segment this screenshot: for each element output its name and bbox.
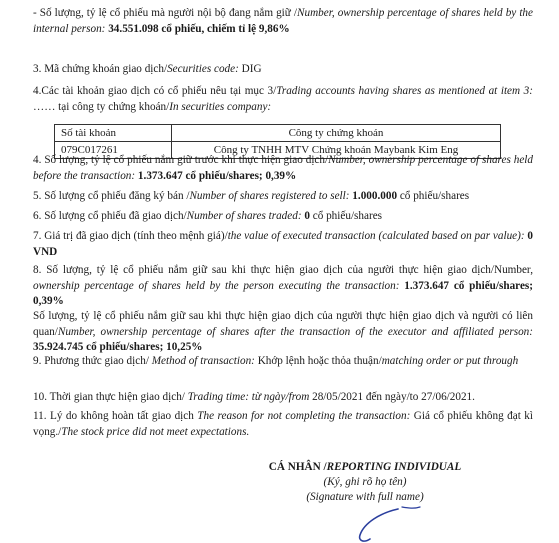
registered-shares-lead: 5. Số lượng cổ phiếu đăng ký bán / xyxy=(33,190,190,202)
executed-value-value: 0 VND xyxy=(33,230,533,258)
table-header-company: Công ty chứng khoán xyxy=(172,125,501,142)
traded-shares-tail: cổ phiếu/shares xyxy=(309,210,383,222)
method-lead: 9. Phương thức giao dịch/ xyxy=(33,355,149,367)
table-header-account: Số tài khoản xyxy=(55,125,172,142)
registered-shares-en: Number of shares registered to sell: xyxy=(189,190,350,202)
reason-tail: Giá cổ phiếu không đạt kì vọng./ xyxy=(33,410,534,438)
traded-shares-paragraph xyxy=(33,209,533,225)
traded-shares-en: Number of shares traded: xyxy=(186,210,302,222)
reason-lead: 11. Lý do không hoàn tất giao dịch xyxy=(33,410,194,422)
holding-after-value: 1.373.647 cổ phiếu/shares; 0,39% xyxy=(33,279,533,308)
holding-after-en: ownership percentage of shares held by the person executing the transaction: xyxy=(33,279,400,292)
holding-before-paragraph xyxy=(33,153,533,184)
reason-en2: The stock price did not meet expectations. xyxy=(61,425,250,438)
signature-ink-icon xyxy=(350,505,430,543)
traded-shares-lead: 6. Số lượng cổ phiếu đã giao dịch/ xyxy=(33,210,187,222)
registered-shares-tail: cổ phiếu/shares xyxy=(397,190,470,202)
registered-shares-paragraph xyxy=(33,189,533,205)
securities-code-paragraph xyxy=(33,62,533,78)
trading-accounts-tail: …… tại công ty chứng khoán/ xyxy=(33,100,170,113)
securities-code-lead: 3. Mã chứng khoán giao dịch/ xyxy=(33,63,168,75)
method-en: Method of transaction: xyxy=(148,355,255,367)
holding-after-affiliated-value: 35.924.745 cổ phiếu/shares; 10,25% xyxy=(33,341,203,354)
executed-value-en: the value of executed transaction (calculated based on par value): xyxy=(227,230,525,242)
table-cell-company: Công ty TNHH MTV Chứng khoán Maybank Kim Eng xyxy=(172,142,501,159)
trading-accounts-paragraph xyxy=(33,84,533,115)
signature-title xyxy=(240,460,490,476)
traded-shares-value: 0 xyxy=(301,210,310,222)
method-paragraph xyxy=(33,354,533,370)
method-tail: Khớp lệnh hoặc thỏa thuận/ xyxy=(254,355,382,367)
internal-holding-value: 34.551.098 cổ phiếu, chiếm tỉ lệ 9,86% xyxy=(105,22,290,35)
internal-holding-lead: - Số lượng, tỷ lệ cổ phiếu mà người nội bộ đang nắm giữ / xyxy=(33,7,298,19)
signature-subtitle-vn: (Ký, ghi rõ họ tên) xyxy=(323,476,407,488)
trading-time-en: Trading time: từ ngày/from xyxy=(184,391,310,403)
reason-en: The reason for not completing the transaction: xyxy=(193,410,411,422)
signature-title-en: REPORTING INDIVIDUAL xyxy=(326,461,462,473)
executed-value-paragraph xyxy=(33,229,533,260)
holding-after-lead: 8. Số lượng, tỷ lệ cổ phiếu nắm giữ sau khi thực hiện giao dịch của người thực hiện giao dịch/Number, xyxy=(33,264,533,276)
holding-after-paragraph xyxy=(33,263,533,310)
trading-time-paragraph xyxy=(33,390,533,406)
signature-title-vn: CÁ NHÂN / xyxy=(268,461,327,473)
holding-before-lead: 4. Số lượng, tỷ lệ cổ phiếu nắm giữ trước khi thực hiện giao dịch/ xyxy=(33,154,329,166)
trading-accounts-en2: In securities company: xyxy=(169,100,272,113)
holding-before-en: Number, ownership percentage of shares held before the transaction: xyxy=(33,154,533,182)
trading-accounts-en: Trading accounts having shares as mentioned at item 3: xyxy=(276,85,533,97)
holding-after-affiliated-lead: Số lượng, tỷ lệ cổ phiếu nắm giữ sau khi thực hiện giao dịch của người thực hiện giao dịch và người có liên quan/ xyxy=(33,310,533,338)
executed-value-lead: 7. Giá trị đã giao dịch (tính theo mệnh giá)/ xyxy=(33,230,228,242)
table-cell-account: 079C017261 xyxy=(55,142,172,159)
method-en2: matching order or put through xyxy=(381,355,519,367)
securities-code-en: Securities code: xyxy=(167,63,239,75)
registered-shares-value: 1.000.000 xyxy=(349,190,398,202)
signature-subtitle-en: (Signature with full name) xyxy=(306,491,424,503)
trading-time-lead: 10. Thời gian thực hiện giao dịch/ xyxy=(33,391,185,403)
internal-holding-en: Number, ownership percentage of shares held by the internal person: xyxy=(33,7,533,35)
trading-accounts-lead: 4.Các tài khoản giao dịch có cổ phiếu nêu tại mục 3/ xyxy=(33,85,277,97)
trading-time-tail: 28/05/2021 đến ngày/to 27/06/2021. xyxy=(309,391,475,403)
internal-holding-paragraph xyxy=(33,6,533,37)
holding-after-affiliated-en: Number, ownership percentage of shares after the transaction of the executor and affiliated person: xyxy=(57,325,533,338)
securities-code-value: DIG xyxy=(238,63,262,75)
holding-before-value: 1.373.647 cổ phiếu/shares; 0,39% xyxy=(135,169,297,182)
holding-after-affiliated-paragraph xyxy=(33,309,533,356)
reason-paragraph xyxy=(33,409,533,440)
table-header-row xyxy=(55,125,501,142)
